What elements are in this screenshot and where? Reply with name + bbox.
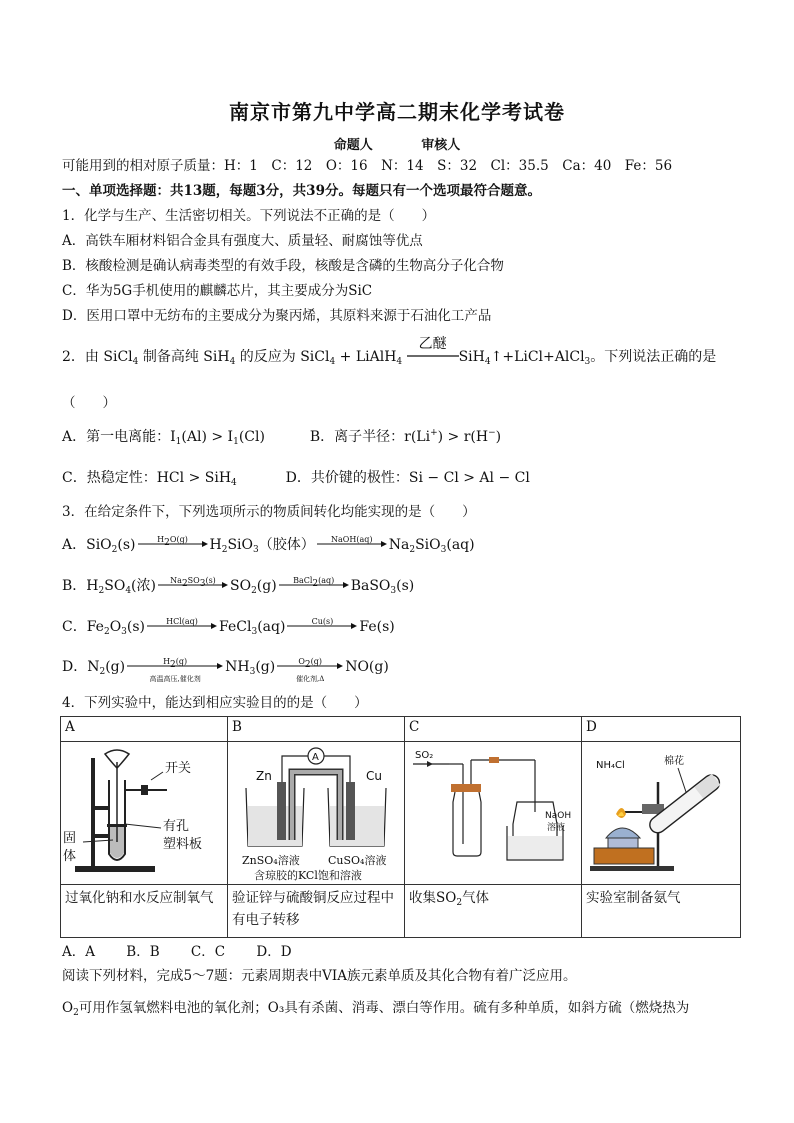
q4-caption-a: 过氧化钠和水反应制氧气	[61, 885, 228, 938]
reaction-arrow: NaOH(aq)	[317, 538, 387, 552]
page-title: 南京市第九中学高二期末化学考试卷	[229, 100, 565, 124]
svg-text:ZnSO₄溶液: ZnSO₄溶液	[242, 854, 300, 867]
reaction-arrow: $H_2O(g)$	[138, 538, 208, 552]
q4-header-d: D	[582, 717, 741, 742]
q4-figure-b	[228, 742, 405, 885]
reading-intro: 阅读下列材料，完成5～7题：元素周期表中VIA族元素单质及其化合物有着广泛应用。	[62, 968, 577, 984]
reaction-arrow: Cu(s)	[287, 620, 357, 634]
ammonia-setup-icon	[582, 742, 740, 884]
kipp-apparatus-icon	[61, 742, 227, 884]
reaction-arrow: HCl(aq)	[147, 620, 217, 634]
svg-text:有孔: 有孔	[163, 819, 190, 834]
q3-option-d: D．$N_2(g)$ $H_2(g)$ 高温高压,催化剂 $NH_3(g)$ $O_2(g)$ 催化剂,Δ NO(g)	[62, 657, 389, 683]
svg-text:Zn: Zn	[256, 769, 272, 783]
svg-text:NaOH: NaOH	[545, 811, 572, 821]
q4-caption-d: 实验室制备氨气	[582, 885, 741, 938]
svg-text:塑料板: 塑料板	[163, 837, 203, 852]
galvanic-cell-icon	[228, 742, 404, 884]
author-setter: 命题人	[333, 138, 373, 153]
svg-text:开关: 开关	[165, 761, 192, 776]
svg-text:溶液: 溶液	[547, 823, 566, 833]
reaction-arrow: BaCl$_2$(aq)	[279, 579, 349, 593]
q2-options-ab: A．第一电离能：$I_1(Al) > I_1(Cl)$ B．离子半径：r(Li+) > r(H−)	[62, 428, 502, 447]
author-reviewer: 审核人	[421, 138, 461, 153]
q1-option-a: A．高铁车厢材料铝合金具有强度大、质量轻、耐腐蚀等优点	[62, 233, 423, 249]
q4-stem: 4．下列实验中，能达到相应实验目的的是（ ）	[62, 695, 368, 711]
svg-text:体: 体	[63, 849, 77, 864]
reading-text: $O_2$可用作氢氧燃料电池的氧化剂；O₃具有杀菌、消毒、漂白等作用。硫有多种单质，如斜方硫（燃烧热为	[62, 1000, 690, 1018]
q1-option-b: B．核酸检测是确认病毒类型的有效手段，核酸是含磷的生物高分子化合物	[62, 258, 504, 274]
q4-caption-b: 验证锌与硫酸铜反应过程中有电子转移	[228, 885, 405, 938]
q4-header-c: C	[405, 717, 582, 742]
ether-arrow: 乙醚	[407, 348, 459, 366]
q4-table	[60, 716, 741, 938]
q2-paren: （ ）	[62, 395, 116, 411]
q4-header-b: B	[228, 717, 405, 742]
q3-option-b: B．$H_2SO_4$(浓) $Na_2SO_3(s)$ $SO_2(g)$ BaCl$_2$(aq) BaSO$_3$(s)	[62, 576, 415, 596]
q4-figure-a	[61, 742, 228, 885]
authors-line	[0, 134, 794, 153]
svg-text:棉花: 棉花	[664, 756, 684, 767]
q2-stem: 2．由 SiCl$_4$ 制备高纯 SiH$_4$ 的反应为 SiCl$_4$ + LiAlH$_4$ 乙醚 SiH$_4$↑+LiCl+AlCl$_3$。下列说法正确的是	[62, 336, 717, 367]
reaction-arrow: $O_2(g)$ 催化剂,Δ	[277, 660, 343, 674]
q3-option-c: C．$Fe_2O_3(s)$ HCl(aq) FeCl$_3$(aq) Cu(s) Fe(s)	[62, 617, 395, 637]
svg-text:固: 固	[63, 831, 77, 846]
svg-text:NH₄Cl: NH₄Cl	[596, 760, 625, 771]
reaction-arrow: $Na_2SO_3(s)$	[158, 579, 228, 593]
q4-header-a: A	[61, 717, 228, 742]
q1-stem: 1．化学与生产、生活密切相关。下列说法不正确的是（ ）	[62, 208, 436, 224]
q1-option-c: C．华为5G手机使用的麒麟芯片，其主要成分为SiC	[62, 283, 373, 299]
q3-option-a: A．SiO$_2$(s) $H_2O(g)$ $H_2SiO_3$（胶体） NaOH(aq) $Na_2SiO_3(aq)$	[62, 535, 475, 555]
q3-stem: 3．在给定条件下，下列选项所示的物质间转化均能实现的是（ ）	[62, 504, 476, 520]
svg-text:A: A	[312, 752, 319, 763]
atomic-masses: 可能用到的相对原子质量：H：1 C：12 O：16 N：14 S：32 Cl：35.5 Ca：40 Fe：56	[62, 158, 673, 174]
arrow-line-icon	[407, 354, 459, 358]
q1-option-d: D．医用口罩中无纺布的主要成分为聚丙烯，其原料来源于石油化工产品	[62, 308, 492, 324]
q4-options: A．A B．B C．C D．D	[62, 944, 292, 960]
svg-text:SO₂: SO₂	[415, 750, 434, 761]
svg-text:含琼胶的KCl饱和溶液: 含琼胶的KCl饱和溶液	[254, 869, 362, 882]
gas-collection-icon	[405, 742, 581, 884]
q4-figure-d	[582, 742, 741, 885]
q4-caption-c: 收集$SO_2$气体	[405, 885, 582, 938]
section-heading: 一、单项选择题：共13题，每题3分，共39分。每题只有一个选项最符合题意。	[62, 183, 541, 199]
svg-text:Cu: Cu	[366, 769, 382, 783]
q2-options-cd: C．热稳定性：HCl > SiH$_4$ D．共价键的极性：Si − Cl > Al − Cl	[62, 470, 530, 488]
svg-text:CuSO₄溶液: CuSO₄溶液	[328, 854, 387, 867]
q4-figure-c	[405, 742, 582, 885]
reaction-arrow: $H_2(g)$ 高温高压,催化剂	[127, 660, 223, 674]
